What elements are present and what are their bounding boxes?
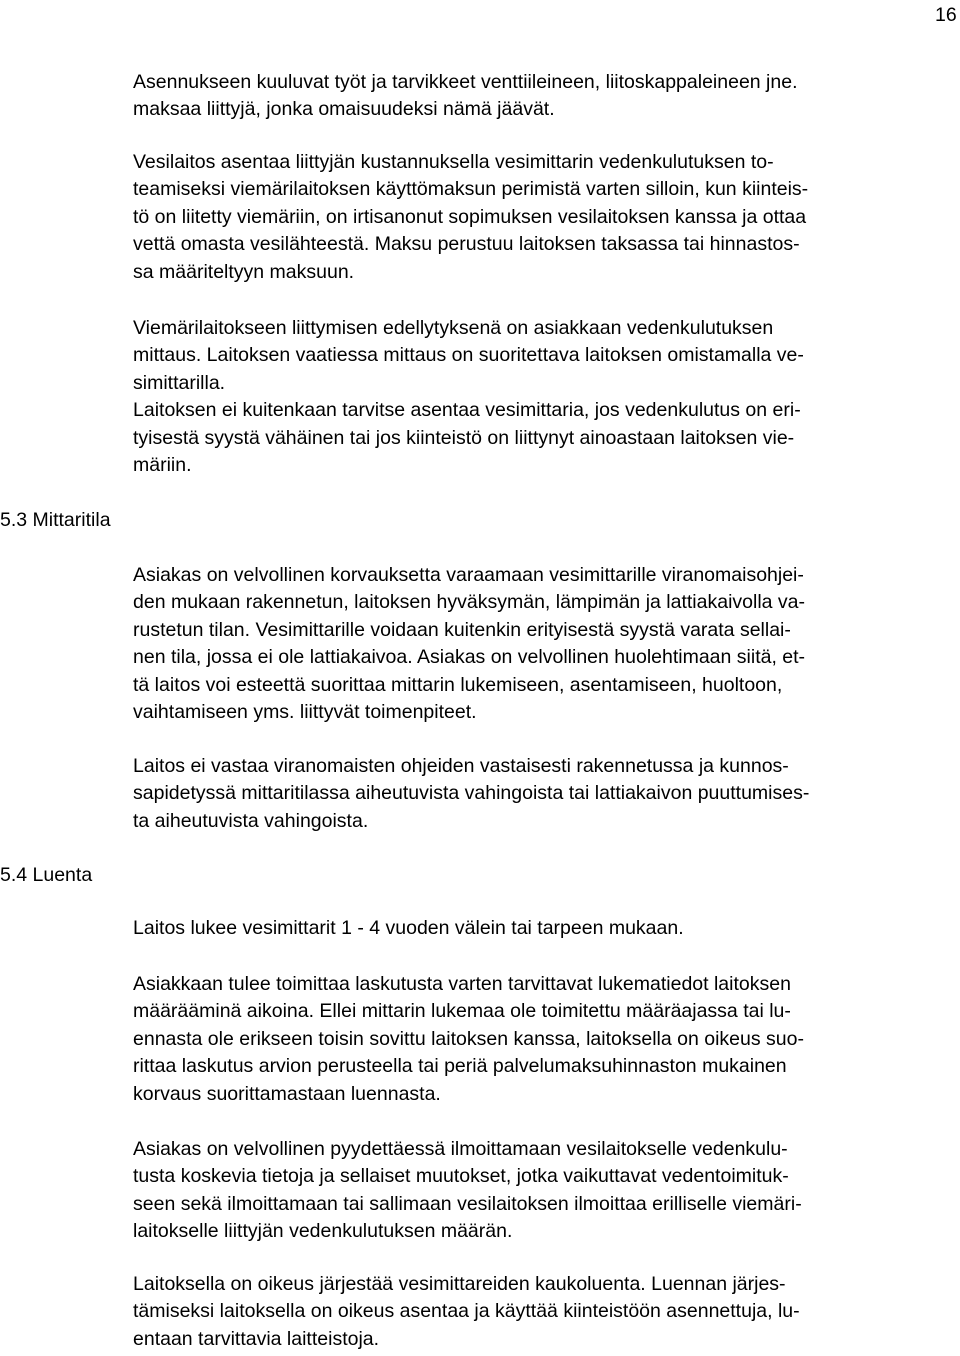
text-line: Laitos ei vastaa viranomaisten ohjeiden vastaisesti rakennetussa ja kunnos- [133, 755, 789, 777]
text-line: määrääminä aikoina. Ellei mittarin lukemaa ole toimitettu määräajassa tai lu- [133, 1000, 791, 1023]
text-line: märiin. [133, 454, 192, 477]
text-line: tyisestä syystä vähäinen tai jos kiinteistö on liittynyt ainoastaan laitoksen vie- [133, 426, 795, 449]
text-line: Laitoksella on oikeus järjestää vesimittareiden kaukoluenta. Luennan järjes- [133, 1273, 786, 1295]
paragraph-viemarilaitos-mittaus [133, 315, 960, 479]
page-number: 16 [935, 4, 957, 26]
text-line: Viemärilaitokseen liittymisen edellytyksenä on asiakkaan vedenkulutuksen [133, 317, 774, 339]
text-line: Laitoksen ei kuitenkaan tarvitse asentaa vesimittaria, jos vedenkulutus on eri- [133, 399, 801, 422]
text-line: Asiakas on velvollinen pyydettäessä ilmoittamaan vesilaitokselle vedenkulu- [133, 1138, 788, 1160]
text-line: den mukaan rakennetun, laitoksen hyväksymän, lämpimän ja lattiakaivolla va- [133, 591, 806, 614]
paragraph-asennus [133, 69, 960, 124]
paragraph-luentavali [133, 915, 960, 942]
text-line: teamiseksi viemärilaitoksen käyttömaksun perimistä varten silloin, kun kiinteis- [133, 178, 809, 201]
text-line: simittarilla. [133, 371, 226, 394]
text-line: Asiakkaan tulee toimittaa laskutusta varten tarvittavat lukematiedot laitoksen [133, 973, 791, 995]
text-line: tö on liitetty viemäriin, on irtisanonut sopimuksen vesilaitoksen kanssa ja ottaa [133, 205, 807, 228]
paragraph-lukematiedot [133, 971, 960, 1108]
text-line: tä laitos voi esteettä suorittaa mittarin lukemiseen, asentamiseen, huoltoon, [133, 673, 783, 696]
paragraph-vastuu [133, 753, 960, 835]
text-line: seen sekä ilmoittamaan tai sallimaan vesilaitoksen ilmoittaa erilliselle viemäri- [133, 1192, 802, 1215]
text-line: rustetun tilan. Vesimittarille voidaan kuitenkin erityisestä syystä varata sellai- [133, 618, 791, 641]
section-heading-luenta: 5.4 Luenta [0, 864, 93, 886]
text-line: tämiseksi laitoksella on oikeus asentaa ja käyttää kiinteistöön asennettuja, lu- [133, 1300, 800, 1323]
text-line: Vesilaitos asentaa liittyjän kustannuksella vesimittarin vedenkulutuksen to- [133, 151, 774, 173]
text-line: tusta koskevia tietoja ja sellaiset muutokset, jotka vaikuttavat vedentoimituk- [133, 1165, 789, 1188]
text-line: maksaa liittyjä, jonka omaisuudeksi nämä jäävät. [133, 98, 555, 121]
text-line: Asiakas on velvollinen korvauksetta varaamaan vesimittarille viranomaisohjei- [133, 564, 804, 586]
section-heading-mittaritila: 5.3 Mittaritila [0, 509, 111, 531]
paragraph-ilmoitusvelvollisuus [133, 1136, 960, 1246]
text-line: laitokselle liittyjän vedenkulutuksen määrän. [133, 1220, 513, 1243]
text-line: entaan tarvittavia laitteistoja. [133, 1327, 380, 1350]
paragraph-kaukoluenta [133, 1271, 960, 1353]
text-line: korvaus suorittamastaan luennasta. [133, 1082, 441, 1105]
text-line: Laitos lukee vesimittarit 1 - 4 vuoden välein tai tarpeen mukaan. [133, 917, 684, 939]
text-line: sapidetyssä mittaritilassa aiheutuvista vahingoista tai lattiakaivon puuttumises- [133, 782, 810, 805]
text-line: Asennukseen kuuluvat työt ja tarvikkeet venttiileineen, liitoskappaleineen jne. [133, 71, 798, 93]
text-line: mittaus. Laitoksen vaatiessa mittaus on suoritettava laitoksen omistamalla ve- [133, 344, 804, 367]
text-line: sa määriteltyyn maksuun. [133, 260, 355, 283]
paragraph-vesimittarin-asennus [133, 149, 960, 286]
paragraph-mittaritila-varaus [133, 562, 960, 726]
text-line: ennasta ole erikseen toisin sovittu laitoksen kanssa, laitoksella on oikeus suo- [133, 1027, 804, 1050]
text-line: vaihtamiseen yms. liittyvät toimenpiteet. [133, 701, 477, 724]
text-line: vettä omasta vesilähteestä. Maksu perustuu laitoksen taksassa tai hinnastos- [133, 233, 800, 256]
text-line: nen tila, jossa ei ole lattiakaivoa. Asiakas on velvollinen huolehtimaan siitä, et- [133, 646, 806, 669]
text-line: ta aiheutuvista vahingoista. [133, 809, 369, 832]
text-line: rittaa laskutus arvion perusteella tai periä palvelumaksuhinnaston mukainen [133, 1055, 787, 1078]
